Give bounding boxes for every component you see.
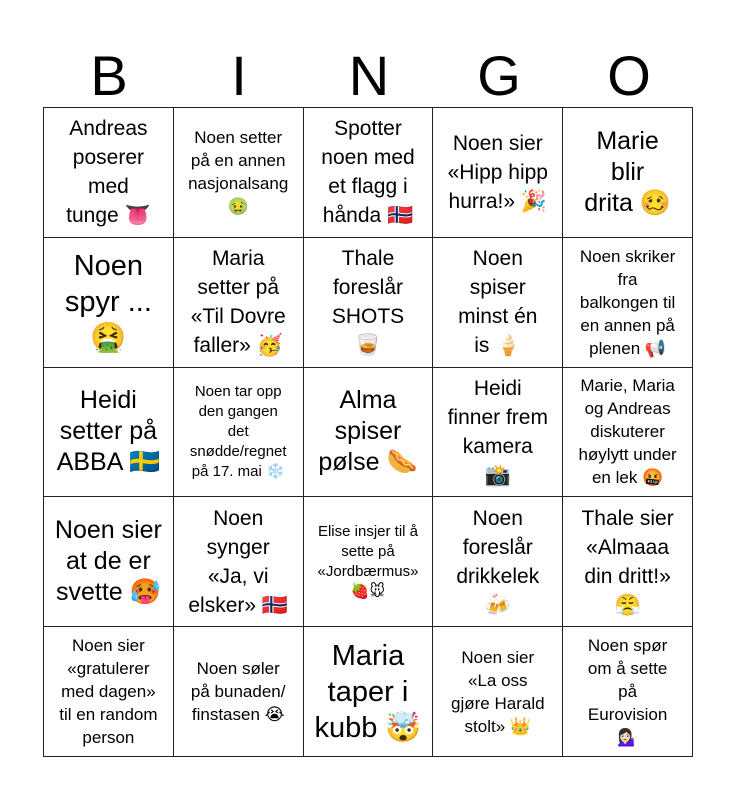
bingo-cell[interactable] [433, 108, 563, 238]
header-letter-n: N [348, 44, 390, 107]
bingo-cell[interactable] [563, 497, 693, 627]
bingo-cell-text: Noen spiser minst én is 🍦 [458, 247, 538, 358]
bingo-cell-text: Heidi finner frem kamera 📸 [447, 376, 548, 487]
bingo-header [44, 44, 694, 108]
bingo-cell[interactable] [174, 238, 304, 368]
bingo-cell[interactable] [563, 238, 693, 368]
bingo-cell[interactable] [304, 108, 434, 238]
bingo-cell[interactable] [174, 108, 304, 238]
bingo-cell[interactable] [174, 627, 304, 757]
bingo-cell-text: Heidi setter på ABBA 🇸🇪 [56, 386, 161, 477]
bingo-cell[interactable] [433, 238, 563, 368]
bingo-cell[interactable] [563, 368, 693, 498]
bingo-cell-text: Noen foreslår drikkelek 🍻 [456, 506, 540, 617]
bingo-cell-text: Noen spør om å sette på Eurovision 💁🏻‍♀️ [587, 636, 668, 748]
bingo-cell-text: Noen sier at de er svette 🥵 [54, 516, 162, 607]
bingo-cell[interactable] [563, 108, 693, 238]
header-letter-g: G [477, 44, 521, 107]
bingo-cell-text: Marie blir drita 🥴 [584, 126, 671, 217]
bingo-cell[interactable] [44, 627, 174, 757]
bingo-cell-text: Noen setter på en annen nasjonalsang 🤢 [188, 128, 289, 217]
bingo-cell-text: Noen sier «Hipp hipp hurra!» 🎉 [447, 131, 548, 213]
header-letter-o: O [607, 44, 651, 107]
bingo-cell-text: Elise insjer til å sette på «Jordbærmus» 🍓🐭 [317, 522, 419, 600]
bingo-cell[interactable] [433, 627, 563, 757]
bingo-cell[interactable] [44, 368, 174, 498]
bingo-cell[interactable] [304, 627, 434, 757]
header-letter-b: B [90, 44, 128, 107]
bingo-cell[interactable] [44, 497, 174, 627]
bingo-cell-text: Noen sier «gratulerer med dagen» til en random person [59, 636, 158, 748]
bingo-cell-text: Maria taper i kubb 🤯 [314, 639, 422, 744]
bingo-cell-text: Noen tar opp den gangen det snødde/regnet på 17. mai ❄️ [189, 382, 287, 480]
bingo-cell[interactable] [304, 238, 434, 368]
bingo-cell[interactable] [174, 497, 304, 627]
bingo-cell-text: Alma spiser pølse 🌭 [318, 386, 418, 477]
bingo-cell[interactable] [44, 108, 174, 238]
bingo-cell-text: Andreas poserer med tunge 👅 [66, 117, 151, 228]
bingo-cell[interactable] [563, 627, 693, 757]
bingo-grid [43, 107, 693, 757]
bingo-cell[interactable] [304, 368, 434, 498]
bingo-cell[interactable] [304, 497, 434, 627]
bingo-cell[interactable] [433, 368, 563, 498]
bingo-cell-text: Marie, Maria og Andreas diskuterer høylytt under en lek 🤬 [578, 376, 677, 488]
bingo-cell[interactable] [433, 497, 563, 627]
bingo-cell-text: Noen synger «Ja, vi elsker» 🇳🇴 [188, 506, 289, 617]
bingo-cell-text: Noen søler på bunaden/ finstasen 😭 [190, 659, 286, 725]
bingo-cell-text: Noen skriker fra balkongen til en annen på plenen 📢 [579, 246, 676, 358]
bingo-cell[interactable] [174, 368, 304, 498]
bingo-cell-text: Maria setter på «Til Dovre faller» 🥳 [190, 247, 286, 358]
header-letter-i: I [231, 44, 247, 107]
bingo-cell[interactable] [44, 238, 174, 368]
bingo-cell-text: Noen sier «La oss gjøre Harald stolt» 👑 [451, 647, 545, 736]
bingo-cell-text: Spotter noen med et flagg i hånda 🇳🇴 [321, 117, 415, 228]
bingo-cell-text: Thale sier «Almaaa din dritt!» 😤 [581, 506, 674, 617]
bingo-cell-text: Noen spyr ... 🤮 [64, 250, 152, 355]
bingo-cell-text: Thale foreslår SHOTS 🥃 [331, 247, 405, 358]
